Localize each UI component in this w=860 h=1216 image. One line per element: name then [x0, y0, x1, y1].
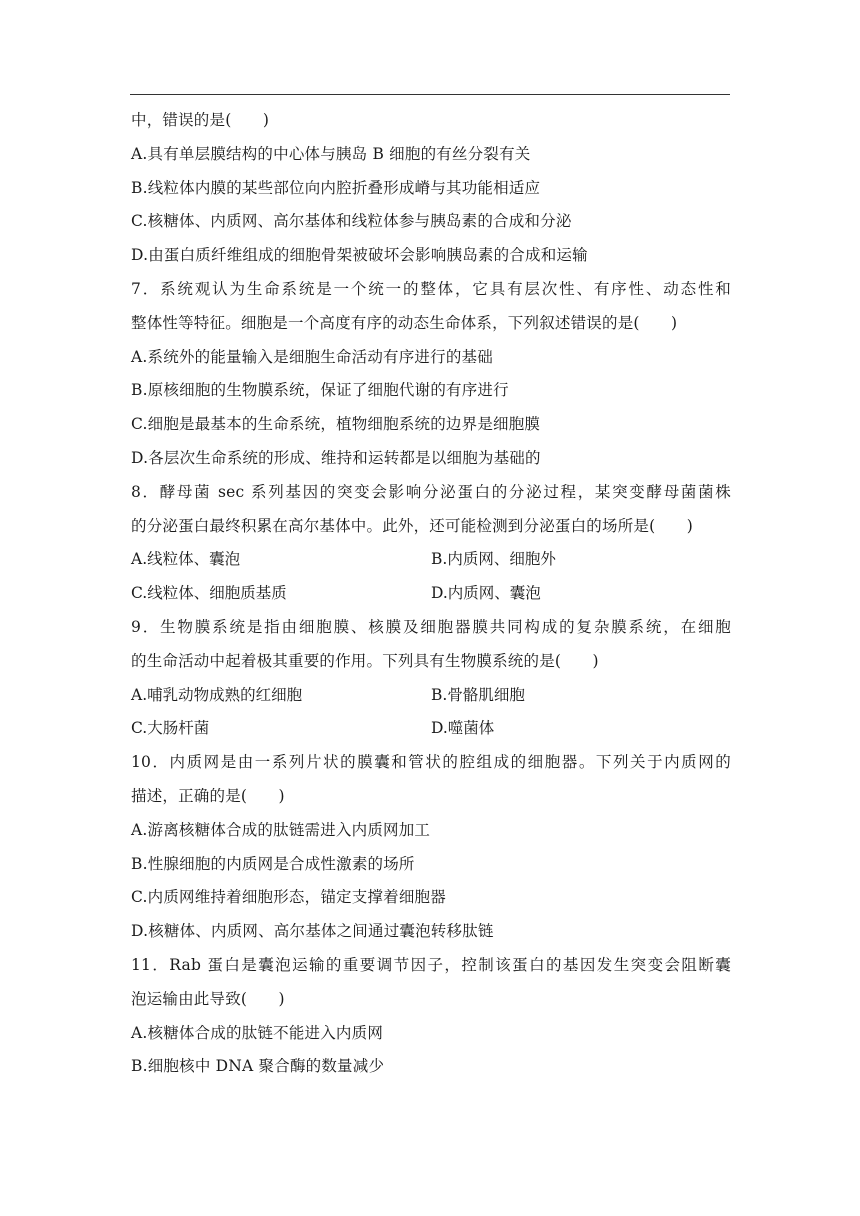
- header-rule: [130, 94, 730, 95]
- q7-option-d: D.各层次生命系统的形成、维持和运转都是以细胞为基础的: [131, 448, 541, 467]
- q7-option-a: A.系统外的能量输入是细胞生命活动有序进行的基础: [131, 347, 493, 366]
- q9-option-b: B.骨骼肌细胞: [431, 685, 525, 704]
- q6-stem-end: 中，错误的是( ): [131, 111, 270, 129]
- q7-stem-line-2: 整体性等特征。细胞是一个高度有序的动态生命体系，下列叙述错误的是( ): [131, 313, 678, 332]
- q9-options-row-1: [131, 679, 731, 713]
- q8-option-d: D.内质网、囊泡: [431, 584, 541, 603]
- q8-options-row-1: [131, 543, 731, 577]
- q8-stem-line-1: 8．酵母菌 sec 系列基因的突变会影响分泌蛋白的分泌过程，某突变酵母菌菌株: [131, 482, 731, 501]
- q9-stem-line-2: 的生命活动中起着极其重要的作用。下列具有生物膜系统的是( ): [131, 651, 599, 670]
- q8-options-row-2: [131, 577, 731, 611]
- q9-stem-line-1: 9．生物膜系统是指由细胞膜、核膜及细胞器膜共同构成的复杂膜系统，在细胞: [131, 617, 731, 636]
- q8-option-c: C.线粒体、细胞质基质: [131, 584, 287, 603]
- q6-option-d: D.由蛋白质纤维组成的细胞骨架被破坏会影响胰岛素的合成和运输: [131, 246, 588, 265]
- q11-stem-line-2: 泡运输由此导致( ): [131, 989, 285, 1008]
- q9-options-row-2: [131, 712, 731, 746]
- q7-option-b: B.原核细胞的生物膜系统，保证了细胞代谢的有序进行: [131, 381, 509, 400]
- q9-option-a: A.哺乳动物成熟的红细胞: [131, 685, 303, 704]
- q7-option-c: C.细胞是最基本的生命系统，植物细胞系统的边界是细胞膜: [131, 415, 541, 434]
- q10-stem-line-1: 10．内质网是由一系列片状的膜囊和管状的腔组成的细胞器。下列关于内质网的: [131, 753, 731, 772]
- q10-stem-line-2: 描述，正确的是( ): [131, 786, 285, 805]
- q11-option-a: A.核糖体合成的肽链不能进入内质网: [131, 1023, 384, 1042]
- question-content: [131, 104, 731, 1084]
- q10-option-d: D.核糖体、内质网、高尔基体之间通过囊泡转移肽链: [131, 922, 494, 941]
- q10-option-b: B.性腺细胞的内质网是合成性激素的场所: [131, 854, 415, 873]
- q6-option-b: B.线粒体内膜的某些部位向内腔折叠形成嵴与其功能相适应: [131, 178, 541, 197]
- q9-option-d: D.噬菌体: [431, 719, 495, 738]
- q11-option-b: B.细胞核中 DNA 聚合酶的数量减少: [131, 1057, 385, 1076]
- q10-option-a: A.游离核糖体合成的肽链需进入内质网加工: [131, 820, 431, 839]
- q8-option-b: B.内质网、细胞外: [431, 550, 556, 569]
- q6-option-c: C.核糖体、内质网、高尔基体和线粒体参与胰岛素的合成和分泌: [131, 212, 572, 231]
- q8-option-a: A.线粒体、囊泡: [131, 550, 241, 569]
- q10-option-c: C.内质网维持着细胞形态，锚定支撑着细胞器: [131, 888, 446, 907]
- q11-stem-line-1: 11．Rab 蛋白是囊泡运输的重要调节因子，控制该蛋白的基因发生突变会阻断囊: [131, 955, 731, 974]
- q9-option-c: C.大肠杆菌: [131, 719, 210, 738]
- q8-stem-line-2: 的分泌蛋白最终积累在高尔基体中。此外，还可能检测到分泌蛋白的场所是( ): [131, 516, 693, 535]
- q6-option-a: A.具有单层膜结构的中心体与胰岛 B 细胞的有丝分裂有关: [131, 144, 531, 163]
- q7-stem-line-1: 7．系统观认为生命系统是一个统一的整体，它具有层次性、有序性、动态性和: [131, 279, 731, 298]
